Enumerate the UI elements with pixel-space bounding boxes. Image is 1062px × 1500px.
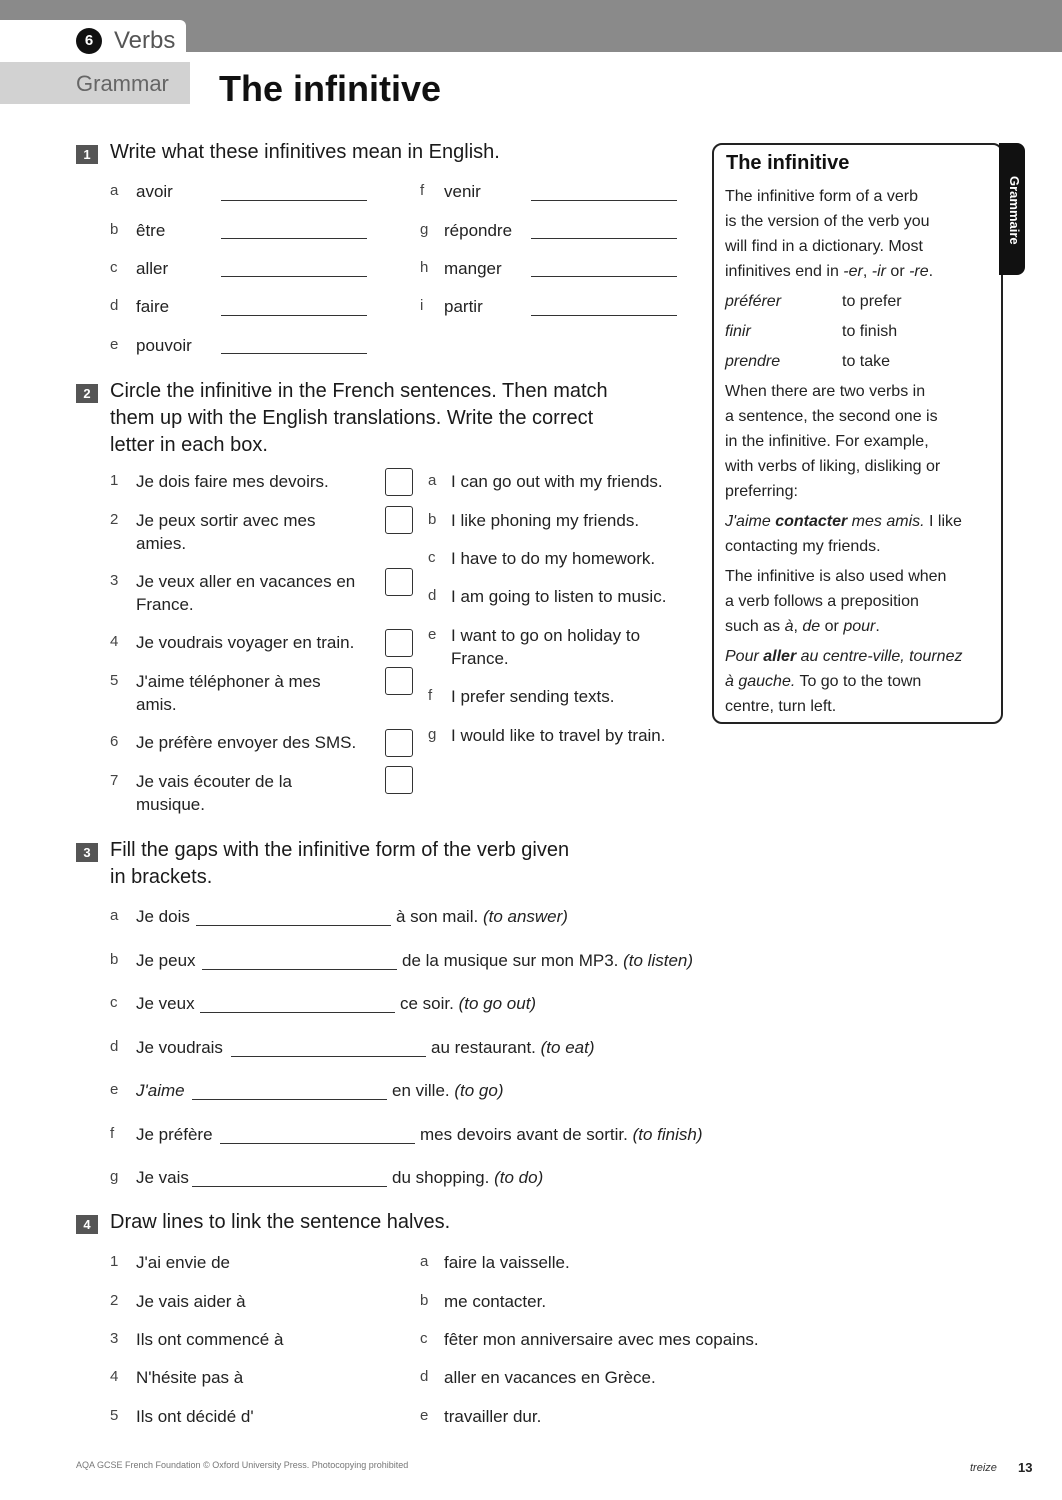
ex3-item-letter: b <box>110 951 119 968</box>
exercise-2-instruction: Circle the infinitive in the French sentences. Then match <box>110 380 608 402</box>
exercise-1-number: 1 <box>76 145 98 164</box>
grammar-example-sentence <box>725 509 995 534</box>
ex1-item-word: venir <box>444 182 481 201</box>
ex2-translation-letter: b <box>428 511 437 528</box>
ex1-answer-line[interactable] <box>221 276 367 277</box>
ex2-sentence-number: 6 <box>110 733 119 750</box>
ex2-french-sentence: France. <box>136 595 194 614</box>
ex3-gap-line[interactable] <box>200 1012 395 1013</box>
grammar-text: . <box>928 263 934 280</box>
ex2-english-translation: I like phoning my friends. <box>451 511 640 530</box>
ex3-sentence-start: Je peux <box>136 951 196 970</box>
exercise-1-instruction: Write what these infinitives mean in English. <box>110 141 500 163</box>
grammar-paragraph-line: preferring: <box>725 483 798 500</box>
exercise-2-instruction: letter in each box. <box>110 434 268 456</box>
ex4-left-number: 1 <box>110 1253 119 1270</box>
ex3-gap-line[interactable] <box>192 1186 387 1187</box>
ex1-answer-line[interactable] <box>221 315 367 316</box>
grammar-example-sentence <box>725 644 995 669</box>
grammar-intro-line: is the version of the verb you <box>725 213 930 230</box>
ex4-right-letter: d <box>420 1368 429 1385</box>
ex3-sentence-end <box>420 1123 703 1146</box>
ex3-hint: (to answer) <box>482 907 568 926</box>
ex1-item-letter: h <box>420 259 429 276</box>
ex3-hint: (to go out) <box>458 994 537 1013</box>
ex3-end-text: au restaurant. <box>431 1038 536 1057</box>
ex2-english-translation: I would like to travel by train. <box>451 726 666 745</box>
exercise-3-instruction: Fill the gaps with the infinitive form of the verb given <box>110 839 570 861</box>
ex2-sentence-number: 1 <box>110 472 119 489</box>
ex1-answer-line[interactable] <box>221 200 367 201</box>
ex2-sentence-number: 4 <box>110 633 119 650</box>
ex2-answer-box[interactable] <box>385 667 413 695</box>
ex4-right-half[interactable]: fêter mon anniversaire avec mes copains. <box>444 1330 759 1349</box>
grammar-paragraph-line: a verb follows a preposition <box>725 593 919 610</box>
ex2-english-translation: I can go out with my friends. <box>451 472 663 491</box>
ex2-english-translation: I have to do my homework. <box>451 549 656 568</box>
ex3-gap-line[interactable] <box>220 1143 415 1144</box>
grammar-text: au centre-ville, tournez <box>796 648 963 665</box>
ex1-item-word: aller <box>136 259 169 278</box>
ex2-sentence-number: 2 <box>110 511 119 528</box>
ex1-answer-line[interactable] <box>531 238 677 239</box>
ex3-end-text: mes devoirs avant de sortir. <box>420 1125 628 1144</box>
grammar-paragraph-line: in the infinitive. For example, <box>725 433 929 450</box>
ex4-left-number: 3 <box>110 1330 119 1347</box>
ex1-answer-line[interactable] <box>531 200 677 201</box>
ex2-french-sentence: amis. <box>136 695 177 714</box>
ex1-item-letter: e <box>110 336 119 353</box>
ex3-sentence-end <box>396 905 568 928</box>
ex2-answer-box[interactable] <box>385 729 413 757</box>
ex3-hint: (to do) <box>494 1168 544 1187</box>
ex2-translation-letter: a <box>428 472 437 489</box>
ex2-french-sentence: musique. <box>136 795 205 814</box>
ex1-answer-line[interactable] <box>531 315 677 316</box>
grammar-paragraph-line: When there are two verbs in <box>725 383 926 400</box>
grammar-intro-line: The infinitive form of a verb <box>725 188 918 205</box>
ex1-item-word: manger <box>444 259 502 278</box>
exercise-2-instruction: them up with the English translations. Write the correct <box>110 407 594 429</box>
ex4-left-half[interactable]: N'hésite pas à <box>136 1368 244 1387</box>
ex3-sentence-end <box>431 1036 595 1059</box>
ex2-sentence-number: 3 <box>110 572 119 589</box>
ex2-english-translation: I prefer sending texts. <box>451 687 615 706</box>
grammar-example-english: to finish <box>842 323 898 340</box>
ex1-item-word: avoir <box>136 182 173 201</box>
ex3-sentence-start: Je dois <box>136 907 190 926</box>
ex2-english-translation: France. <box>451 649 509 668</box>
grammar-highlight: contacter <box>775 513 848 530</box>
grammar-ending: -re <box>909 263 929 280</box>
ex3-gap-line[interactable] <box>192 1099 387 1100</box>
ex1-answer-line[interactable] <box>221 353 367 354</box>
ex1-item-letter: b <box>110 221 119 238</box>
grammar-text: or <box>820 618 844 635</box>
ex3-sentence-start: Je vais <box>136 1168 189 1187</box>
ex3-hint: (to finish) <box>632 1125 703 1144</box>
ex2-english-translation: I want to go on holiday to <box>451 626 641 645</box>
ex2-answer-box[interactable] <box>385 629 413 657</box>
ex1-item-word: être <box>136 221 166 240</box>
grammar-paragraph-line: The infinitive is also used when <box>725 568 947 585</box>
ex2-english-translation: I am going to listen to music. <box>451 587 667 606</box>
ex3-hint: (to listen) <box>623 951 694 970</box>
ex1-item-letter: f <box>420 182 425 199</box>
ex3-gap-line[interactable] <box>231 1056 426 1057</box>
grammar-text: . <box>875 618 880 635</box>
ex3-end-text: de la musique sur mon MP3. <box>402 951 619 970</box>
ex4-right-half[interactable]: travailler dur. <box>444 1407 542 1426</box>
ex3-sentence-start: Je veux <box>136 994 195 1013</box>
ex2-french-sentence: Je dois faire mes devoirs. <box>136 472 329 491</box>
ex2-answer-box[interactable] <box>385 568 413 596</box>
ex4-left-half[interactable]: J'ai envie de <box>136 1253 230 1272</box>
ex2-translation-letter: c <box>428 549 436 566</box>
grammar-text: I like <box>924 513 962 530</box>
exercise-4-number: 4 <box>76 1215 98 1234</box>
exercise-3-instruction: in brackets. <box>110 866 213 888</box>
ex1-item-letter: d <box>110 297 119 314</box>
grammar-example-french: prendre <box>725 353 781 370</box>
ex4-right-letter: c <box>420 1330 428 1347</box>
grammar-example-sentence <box>725 669 995 694</box>
page-number-word: treize <box>970 1462 997 1474</box>
ex3-item-letter: f <box>110 1125 115 1142</box>
grammar-intro-line: will find in a dictionary. Most <box>725 238 923 255</box>
ex3-sentence-start: Je préfère <box>136 1125 213 1144</box>
ex3-sentence-end <box>402 949 693 972</box>
ex4-left-number: 2 <box>110 1292 119 1309</box>
ex2-french-sentence: Je préfère envoyer des SMS. <box>136 733 357 752</box>
ex3-sentence-end <box>392 1079 504 1102</box>
ex1-item-letter: i <box>420 297 424 314</box>
ex3-sentence-start: J'aime <box>136 1081 185 1100</box>
ex1-item-letter: c <box>110 259 118 276</box>
ex4-left-half[interactable]: Je vais aider à <box>136 1292 246 1311</box>
ex1-item-word: partir <box>444 297 483 316</box>
grammar-example-english: to take <box>842 353 891 370</box>
grammar-ending: -ir <box>871 263 886 280</box>
ex3-item-letter: d <box>110 1038 119 1055</box>
grammar-text: à gauche. <box>725 673 796 690</box>
grammar-example-sentence: centre, turn left. <box>725 698 837 715</box>
ex3-hint: (to eat) <box>540 1038 595 1057</box>
ex1-item-word: faire <box>136 297 170 316</box>
unit-number-badge: 6 <box>76 28 102 54</box>
grammar-preposition: à <box>784 618 794 635</box>
ex3-end-text: en ville. <box>392 1081 450 1100</box>
ex4-right-half[interactable]: me contacter. <box>444 1292 547 1311</box>
copyright-footer: AQA GCSE French Foundation © Oxford University Press. Photocopying prohibited <box>76 1460 409 1470</box>
exercise-3-number: 3 <box>76 843 98 862</box>
grammar-text: mes amis. <box>847 513 925 530</box>
ex4-left-half[interactable]: Ils ont décidé d' <box>136 1407 254 1426</box>
grammaire-side-label: Grammaire <box>1007 175 1022 245</box>
ex1-answer-line[interactable] <box>221 238 367 239</box>
ex2-french-sentence: Je vais écouter de la <box>136 772 292 791</box>
ex3-item-letter: c <box>110 994 118 1011</box>
ex4-right-half[interactable]: aller en vacances en Grèce. <box>444 1368 656 1387</box>
ex2-french-sentence: Je voudrais voyager en train. <box>136 633 355 652</box>
grammar-text: , <box>793 618 803 635</box>
ex1-item-letter: a <box>110 182 119 199</box>
ex4-left-half[interactable]: Ils ont commencé à <box>136 1330 284 1349</box>
ex4-right-letter: e <box>420 1407 429 1424</box>
ex3-item-letter: g <box>110 1168 119 1185</box>
ex4-right-letter: b <box>420 1292 429 1309</box>
page-title: The infinitive <box>219 68 442 109</box>
ex2-french-sentence: J'aime téléphoner à mes <box>136 672 321 691</box>
grammar-text: To go to the town <box>795 673 922 690</box>
ex2-translation-letter: f <box>428 687 433 704</box>
ex1-item-word: répondre <box>444 221 513 240</box>
grammar-paragraph-line: with verbs of liking, disliking or <box>725 458 941 475</box>
ex3-gap-line[interactable] <box>196 925 391 926</box>
ex3-sentence-start: Je voudrais <box>136 1038 223 1057</box>
ex2-sentence-number: 7 <box>110 772 119 789</box>
ex2-sentence-number: 5 <box>110 672 119 689</box>
page-number: 13 <box>1018 1460 1033 1475</box>
ex4-left-number: 4 <box>110 1368 119 1385</box>
grammar-highlight: aller <box>763 648 797 665</box>
grammar-paragraph-line: a sentence, the second one is <box>725 408 938 425</box>
ex3-sentence-end <box>392 1166 543 1189</box>
grammar-box-title: The infinitive <box>726 152 850 174</box>
ex3-hint: (to go) <box>454 1081 504 1100</box>
ex1-answer-line[interactable] <box>531 276 677 277</box>
ex2-answer-box[interactable] <box>385 468 413 496</box>
ex2-translation-letter: e <box>428 626 437 643</box>
grammar-text: Pour <box>725 648 764 665</box>
ex4-right-letter: a <box>420 1253 429 1270</box>
section-label: Grammar <box>76 71 169 96</box>
grammar-preposition: de <box>802 618 821 635</box>
grammar-intro-line <box>725 259 995 284</box>
ex3-end-text: du shopping. <box>392 1168 490 1187</box>
grammar-text: J'aime <box>725 513 776 530</box>
ex2-answer-box[interactable] <box>385 506 413 534</box>
ex1-item-letter: g <box>420 221 429 238</box>
ex2-french-sentence: Je veux aller en vacances en <box>136 572 356 591</box>
grammar-preposition: pour <box>843 618 876 635</box>
ex3-end-text: à son mail. <box>396 907 479 926</box>
ex3-gap-line[interactable] <box>202 969 397 970</box>
ex1-item-word: pouvoir <box>136 336 192 355</box>
grammar-example-french: finir <box>725 323 751 340</box>
ex2-translation-letter: d <box>428 587 437 604</box>
ex3-end-text: ce soir. <box>400 994 454 1013</box>
ex2-french-sentence: amies. <box>136 534 187 553</box>
ex4-right-half[interactable]: faire la vaisselle. <box>444 1253 570 1272</box>
grammar-example-french: préférer <box>725 293 782 310</box>
grammar-ending: -er <box>843 263 863 280</box>
exercise-4-instruction: Draw lines to link the sentence halves. <box>110 1211 451 1233</box>
grammar-example-english: to prefer <box>842 293 902 310</box>
grammar-text: or <box>885 263 910 280</box>
ex2-french-sentence: Je peux sortir avec mes <box>136 511 316 530</box>
ex3-sentence-end <box>400 992 536 1015</box>
grammar-paragraph-line <box>725 614 995 639</box>
grammar-example-sentence: contacting my friends. <box>725 538 881 555</box>
ex2-answer-box[interactable] <box>385 766 413 794</box>
grammar-text: such as <box>725 618 785 635</box>
ex3-item-letter: a <box>110 907 119 924</box>
ex4-left-number: 5 <box>110 1407 119 1424</box>
ex3-item-letter: e <box>110 1081 119 1098</box>
ex2-translation-letter: g <box>428 726 437 743</box>
grammar-text: infinitives end in <box>725 263 844 280</box>
exercise-2-number: 2 <box>76 384 98 403</box>
grammar-text: , <box>862 263 872 280</box>
unit-name: Verbs <box>114 27 176 54</box>
